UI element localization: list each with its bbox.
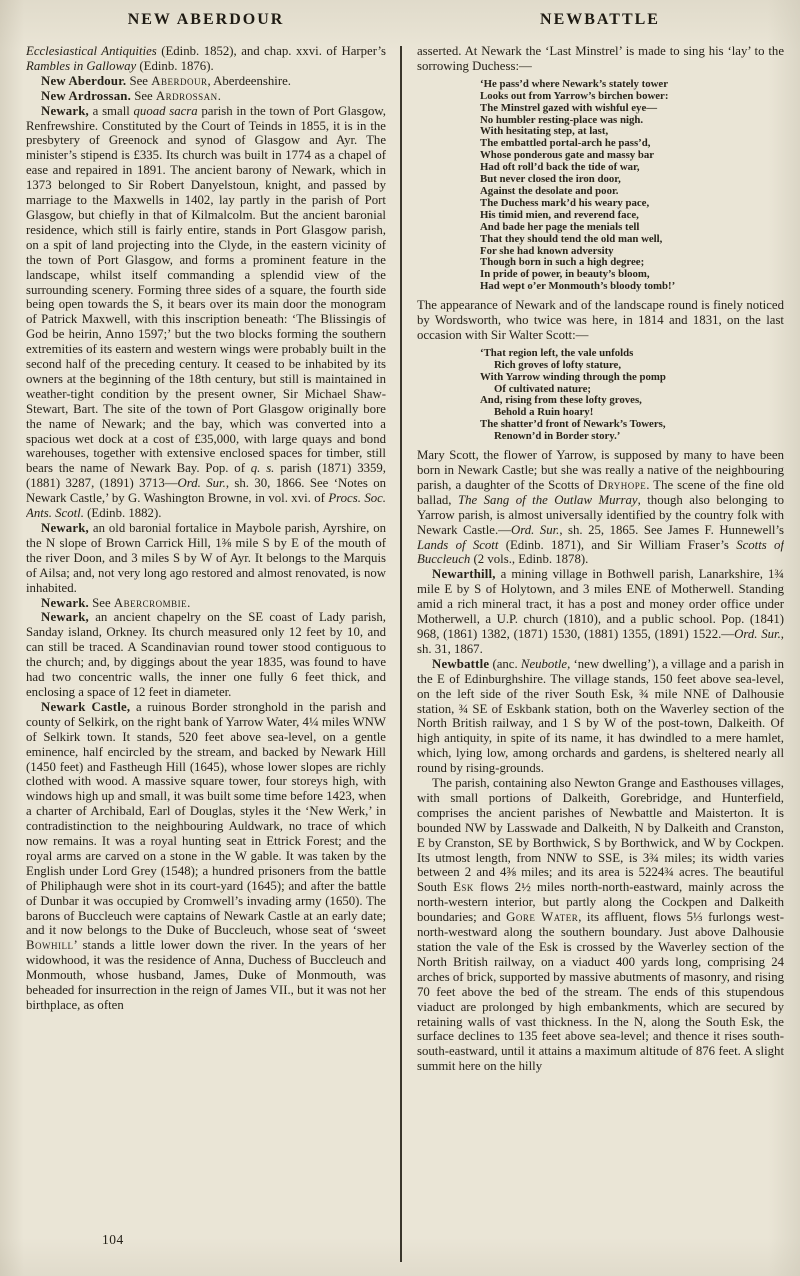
text-segment: (2 vols., Edinb. 1878). [470,552,589,567]
poem-line: Rich groves of lofty stature, [494,358,622,371]
poem-line: The shatter’d front of Newark’s Towers, [480,418,666,431]
text-segment: . [187,595,191,610]
text-segment: Gore Water [506,910,579,925]
page-number: 104 [102,1232,124,1247]
text-segment: Ord. Sur. [734,626,781,641]
text-segment: Newbattle [432,656,490,671]
text-segment: . The scene of the fine old ballad, [417,477,784,507]
text-segment: Procs. Soc. Ants. Scotl. [26,491,386,521]
text-segment: a mining village in Bothwell parish, Lanarkshire, 1¾ mile E by S of Holytown, and 3 miles ENE of Motherwell. Standing amid a rich mineral tract, it has a post and money order office under Motherwell, a U.P. church (1810), and a public school. Pop. (1841) 968, (1861) 1382, (1871) 1530, (1881) 1355, (1891) 1522.— [417,567,784,641]
poem-line: Renown’d in Border story.’ [494,430,621,443]
text-segment: Lands of Scott [417,537,499,552]
paragraph [417,448,784,567]
text-segment: (Edinb. 1882). [83,506,162,521]
right-column [417,44,784,1268]
poem-line: The embattled portal-arch he pass’d, [480,137,651,150]
paragraph [417,657,784,776]
paragraph [417,298,784,343]
text-segment: flows 2½ miles north-north-eastward, mainly across the north-western interior, but partly along the Cockpen and Dalkeith boundaries; and [417,880,784,925]
paragraph [417,776,784,1074]
poem-line: But never closed the iron door, [480,173,621,186]
text-segment: Newark. [41,595,89,610]
text-segment: Newark, [41,103,89,118]
text-segment: , sh. 30, 1866. See ‘Notes on Newark Castle,’ by G. Washington Browne, in vol. xvi. of [26,476,386,506]
text-segment: an ancient chapelry on the SE coast of Lady parish, Sanday island, Orkney. Its church measured only 12 feet by 10, and can still be traced. A Scandinavian round tower stood contiguous to the church; and, by diggings about the year 1835, was found to have had two concentric walls, the inner one fully 6 feet thick, and enclosing a space of 12 feet in diameter. [26,610,386,699]
verse-quotation [480,348,784,443]
paragraph [26,596,386,611]
text-segment: Ord. Sur. [510,522,560,537]
paragraph [417,567,784,656]
poem-line: No humbler resting-place was nigh. [480,113,644,126]
paragraph [26,521,386,596]
running-head-left: NEW ABERDOUR [127,11,285,28]
text-segment: Ecclesiastical Antiquities [26,44,157,58]
poem-line: The Minstrel gazed with wishful eye— [480,101,658,114]
poem-line: For she had known adversity [480,244,614,257]
text-segment: , its affluent, flows 5⅓ furlongs west-north-westward along the southern boundary. Just above Dalhousie station the vale of the Esk is crossed by the Waverley section of the North British railway, on a viaduct 400 yards long, comprising 24 arches of brick, supported by massive abutments of masonry, and rising 70 feet above the bed of the stream. The ends of this stupendous viaduct are prolonged by high embankments, which are secured by retaining walls of vast thickness. In the N, along the South Esk, the surface declines to 135 feet above sea-level; and thence it rises south-south-eastward, until it attains a maximum altitude of 876 feet. A slight summit here on the hilly [417,910,784,1074]
text-segment: Scotts of Buccleuch [417,537,784,567]
poem-line: Of cultivated nature; [494,382,591,395]
paragraph [26,104,386,521]
text-segment: asserted. At Newark the ‘Last Minstrel’ is made to sing his ‘lay’ to the sorrowing Duchess:— [417,44,784,73]
text-segment: See [131,88,156,103]
text-segment: , sh. 25, 1865. See James F. Hunnewell’s [559,522,784,537]
text-segment: , sh. 31, 1867. [417,626,784,656]
poem-line: In pride of power, in beauty’s bloom, [480,268,650,281]
text-segment: The appearance of Newark and of the landscape round is finely noticed by Wordsworth, who twice was here, in 1814 and 1831, on the last occasion with Sir Walter Scott:— [417,298,784,342]
poem-line: Against the desolate and poor. [480,184,619,197]
text-segment: New Ardrossan. [41,88,132,103]
left-column [26,44,386,1268]
text-segment: , though also belonging to Yarrow parish, is almost universally identified by the country folk with Newark Castle.— [417,492,784,537]
text-segment: parish in the town of Port Glasgow, Renfrewshire. Constituted by the Court of Teinds in 1855, it is in the presbytery of Greenock and synod of Glasgow and Ayr. The minister’s stipend is £335. Its church was built in 1774 as a chapel of ease and repaired in 1891. The ancient barony of Newark, which in 1373 belonged to Sir Robert Danyelstoun, knight, and passed by marriage to the Maxwells in 1402, lay partly in the parish of Port Glasgow, but chiefly in that of Kilmalcolm. But the ancient baronial residence, which still is fairly entire, stands in Port Glasgow parish, on a spit of land projecting into the Clyde, in the eastern vicinity of the town of Port Glasgow, and forms a prominent feature in the landscape, whilst itself commanding a splendid view of the surrounding scenery. Forming three sides of a square, the fourth side being open towards the S, it bears over its main door the monogram of Patrick Maxwell, with this inscription beneath: ‘The Blissingis of God be heirin, Anno 1597;’ but the two blocks forming the southern extremities of its eastern and western wings were probably built in the second half of the preceding century. It ceased to be inhabited by its owners at the beginning of the 18th century, but still is maintained in weather-tight condition by the present owner, Sir Michael Shaw-Stewart, Bart. The site of the town of Port Glasgow originally bore the name of Newark; and the bay, which was converted into a spacious wet dock at a cost of £35,000, with large quays and bond warehouses, together with extensive enclosed spaces for timber, still bears the name of Newark Bay. Pop. of [26,103,386,476]
text-segment: a small [88,103,134,118]
paragraph [26,74,386,89]
column-divider-rule [400,46,402,1262]
text-segment: Neubotle [520,656,568,671]
text-segment: Newark, [41,610,89,625]
poem-line: With hesitating step, at last, [480,125,609,138]
text-segment: See [126,73,152,88]
text-segment: Ardrossan [155,88,218,103]
text-segment: a ruinous Border stronghold in the parish and county of Selkirk, on the right bank of Yarrow Water, 4¼ miles WNW of Selkirk town. It stands, 520 feet above sea-level, on a gentle eminence, half encircled by the stream, and backed by Newark Hill (1450 feet) and Fastheugh Hill (1645), whose lower slopes are richly clothed with wood. A massive square tower, four storeys high, with windows high up and small, it was built some time before 1423, when a charter of Archibald, Earl of Douglas, styles it the ‘New Werk,’ in contradistinction to the neighbouring Auldwark, no trace of which now remains. It was a royal hunting seat in Ettrick Forest; and the royal arms are carved on a stone in the W gable. It was taken by the English under Lord Grey (1548); a hundred prisoners from the battle of Philiphaugh were shot in its court-yard (1645); and after the battle of Dunbar it was occupied by Cromwell’s invading army (1650). The barons of Buccleuch were captains of Newark Castle at an early date; and it now belongs to the Duke of Buccleuch, whose seat of ‘sweet [26,699,386,938]
running-head-right: NEWBATTLE [540,11,660,28]
text-segment: Rambles in Galloway [26,58,137,73]
poem-line: Had oft roll’d back the tide of war, [480,161,640,174]
text-segment: Newark Castle, [41,699,131,714]
verse-quotation [480,79,784,293]
paragraph [26,700,386,1013]
text-segment: parish (1871) 3359, (1881) 3287, (1891) 3713— [26,461,386,491]
text-segment: Dryhope [598,477,647,492]
paragraph [417,44,784,74]
text-segment: Esk [453,880,474,895]
text-segment: (anc. [489,656,521,671]
poem-line: That they should tend the old man well, [480,232,663,245]
paragraph [26,89,386,104]
paragraph [26,610,386,699]
text-segment: Aberdour [151,73,208,88]
poem-line: Though born in such a high degree; [480,256,645,269]
text-segment: New Aberdour. [41,73,127,88]
text-segment: , ‘new dwelling’), a village and a parish in the E of Edinburghshire. The village stands, 150 feet above sea-level, on the left side of the river South Esk, ¾ mile NNE of Dalhousie station, ¾ SE of Eskbank station, both on the Waverley section of the North British railway, and 1 S by W of the post-town, Dalkeith. Of high antiquity, in spite of its name, it has dwindled to a mere hamlet, which, lying low, among orchards and gardens, is sheltered nearly all round by rising-grounds. [417,656,784,776]
poem-line: And bade her page the menials tell [480,220,640,233]
text-segment: ’ stands a little lower down the river. In the years of her widowhood, it was the residence of Anna, Duchess of Buccleuch and Monmouth, whose husband, James, Duke of Monmouth, was beheaded for insurrection in the reign of James VII., but it was not her birthplace, as often [26,938,386,1012]
text-segment: q. s. [250,461,275,476]
text-segment: Newark, [41,521,89,535]
poem-line: Had wept o’er Monmouth’s bloody tomb!’ [480,280,676,293]
poem-line: Looks out from Yarrow’s birchen bower: [480,89,669,102]
poem-line: Behold a Ruin hoary! [494,406,594,419]
poem-line: With Yarrow winding through the pomp [480,370,666,383]
poem-line: His timid mien, and reverend face, [480,208,639,221]
poem-line: The Duchess mark’d his weary pace, [480,196,650,209]
text-segment: quoad sacra [133,103,198,118]
text-segment: See [88,595,114,610]
text-segment: . [217,88,221,103]
poem-line: ‘He pass’d where Newark’s stately tower [480,77,669,90]
text-segment: Bowhill [26,938,74,953]
poem-line: Whose ponderous gate and massy bar [480,149,655,162]
text-segment: , Aberdeenshire. [207,73,291,88]
text-segment: an old baronial fortalice in Maybole parish, Ayrshire, on the N slope of Brown Carrick Hill, 1⅜ mile S by E of the mouth of the river Doon, and 3 miles S by W of Ayr. It belongs to the Marquis of Ailsa; and, not very long ago restored and almost renovated, is now inhabited. [26,521,386,595]
text-segment: The parish, containing also Newton Grange and Easthouses villages, with small portions of Dalkeith, Gorebridge, and Hunterfield, comprises the ancient parishes of Newbattle and Maisterton. It is bounded NW by Lasswade and Dalkeith, N by Dalkeith and Cranston, E by Cranston, SE by Borthwick, S by Borthwick, and W by Cockpen. Its utmost length, from NNW to SSE, is 3¾ miles; its width varies between 2 and 4⅜ miles; and its area is 5224¾ acres. The beautiful South [417,776,784,895]
poem-line: ‘That region left, the vale unfolds [480,346,634,359]
text-segment: Newarthill, [432,567,496,582]
text-segment: (Edinb. 1852), and chap. xxvi. of Harper’s [156,44,386,58]
text-segment: The Sang of the Outlaw Murray [457,492,638,507]
text-segment: (Edinb. 1871), and Sir William Fraser’s [498,537,737,552]
text-segment: Ord. Sur. [177,476,226,491]
text-segment: Abercrombie [113,595,188,610]
poem-line: And, rising from these lofty groves, [480,394,642,407]
text-segment: (Edinb. 1876). [136,58,214,73]
text-segment: Mary Scott, the flower of Yarrow, is supposed by many to have been born in Newark Castle; but she was really a native of the neighbouring parish, a daughter of the Scotts of [417,448,784,492]
paragraph [26,44,386,74]
